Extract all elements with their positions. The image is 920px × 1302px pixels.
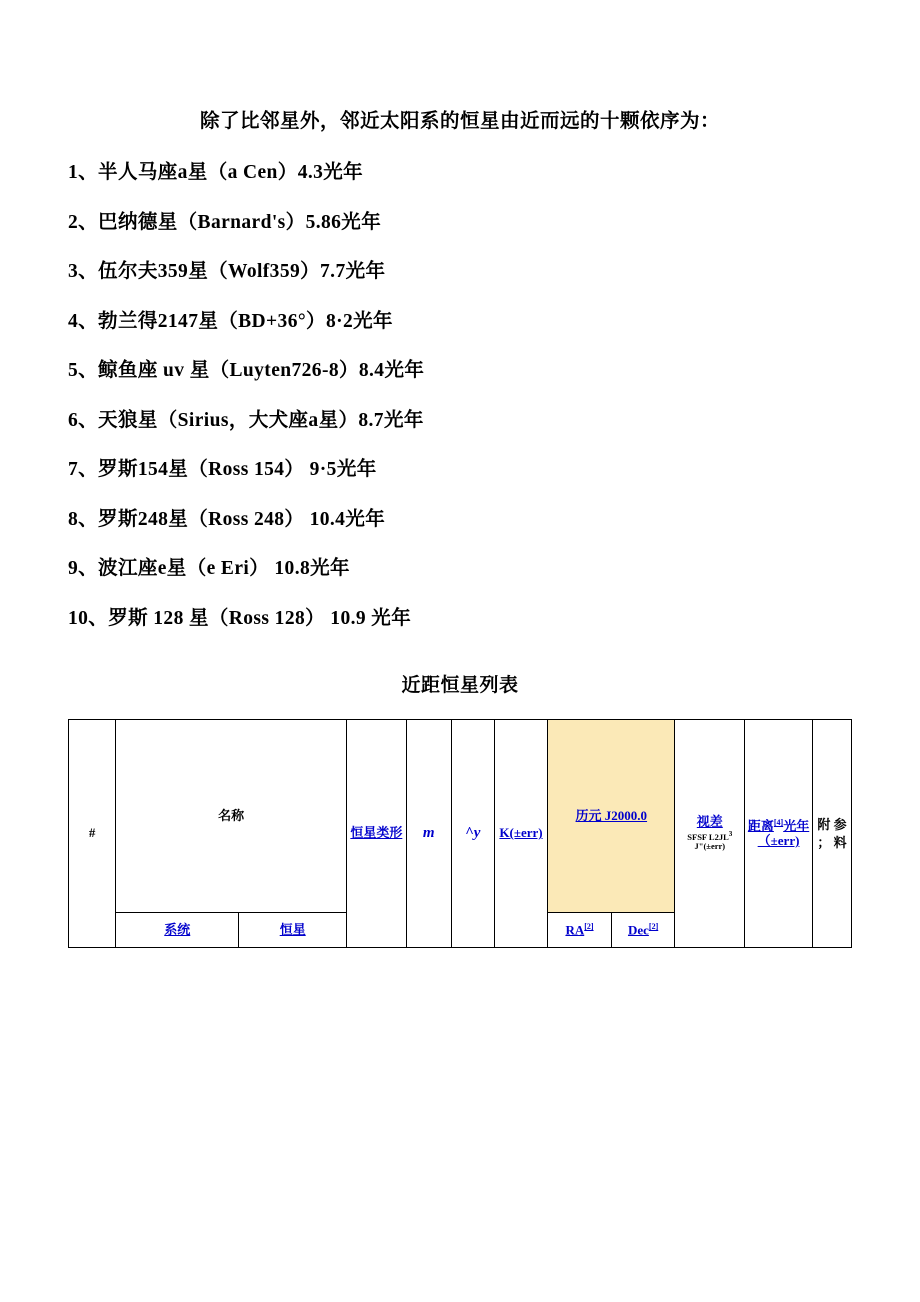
header-cell-system[interactable] xyxy=(116,913,239,948)
header-cell-note xyxy=(812,720,851,948)
header-dec-ref[interactable]: [2] xyxy=(648,921,659,931)
header-parallax-unit: J"(±err) xyxy=(694,841,726,852)
header-ra-ref[interactable]: [2] xyxy=(584,921,594,931)
header-cell-m[interactable] xyxy=(406,720,451,948)
header-dec-label[interactable]: Dec xyxy=(627,922,649,938)
header-cell-star[interactable] xyxy=(239,913,347,948)
header-y-label[interactable]: ^y xyxy=(465,824,481,841)
list-item: 7、罗斯154星（Ross 154） 9·5光年 xyxy=(68,459,377,480)
table-title: 近距恒星列表 xyxy=(401,675,519,696)
header-cell-distance[interactable] xyxy=(745,720,813,948)
header-epoch-label[interactable]: 历元 J2000.0 xyxy=(575,807,648,823)
header-cell-name xyxy=(116,720,347,913)
header-star-label[interactable]: 恒星 xyxy=(279,921,306,937)
header-cell-parallax[interactable] xyxy=(675,720,745,948)
header-parallax-sub-text: SFSF L2JL xyxy=(687,831,729,842)
header-parallax-sup: 3 xyxy=(728,829,733,838)
header-name-label: 名称 xyxy=(218,807,245,823)
list-item: 2、巴纳德星（Barnard's）5.86光年 xyxy=(68,211,382,233)
header-distance-label[interactable]: 距离 xyxy=(747,818,774,834)
header-cell-y[interactable] xyxy=(451,720,494,948)
header-distance-unit[interactable]: 光年 （±err) xyxy=(757,818,810,849)
header-distance-ref[interactable]: [4] xyxy=(773,817,784,827)
intro-paragraph: 除了比邻星外，邻近太阳系的恒星由近而远的十颗依序为： xyxy=(199,111,720,132)
header-startype-label[interactable]: 恒星类形 xyxy=(350,825,403,841)
list-item: 9、波江座e星（e Eri） 10.8光年 xyxy=(68,558,350,579)
list-item: 5、鲸鱼座 uv 星（Luyten726-8）8.4光年 xyxy=(68,360,425,381)
header-k-label[interactable]: K(±err) xyxy=(499,825,543,841)
list-item: 8、罗斯248星（Ross 248） 10.4光年 xyxy=(68,508,386,530)
nearby-stars-table xyxy=(68,719,852,948)
header-cell-startype[interactable] xyxy=(347,720,407,948)
header-note-label: 附 参 ； 料 xyxy=(817,816,847,850)
header-parallax-label[interactable]: 视差 xyxy=(696,813,723,829)
header-distance-group xyxy=(746,818,811,849)
header-system-label[interactable]: 系统 xyxy=(164,921,191,937)
list-item: 10、罗斯 128 星（Ross 128） 10.9 光年 xyxy=(68,607,412,629)
header-m-label[interactable]: m xyxy=(422,824,435,841)
header-ra-label[interactable]: RA xyxy=(565,922,585,938)
header-cell-k[interactable] xyxy=(494,720,547,948)
list-item: 6、天狼星（Sirius，大犬座a星）8.7光年 xyxy=(68,409,424,431)
list-item: 4、勃兰得2147星（BD+36°）8·2光年 xyxy=(68,310,393,332)
list-item: 1、半人马座a星（a Cen）4.3光年 xyxy=(68,162,364,183)
list-item: 3、伍尔夫359星（Wolf359）7.7光年 xyxy=(68,261,386,282)
table-header-row-1 xyxy=(69,720,852,913)
header-cell-epoch[interactable] xyxy=(548,720,675,913)
star-list xyxy=(68,163,852,628)
header-cell-ra[interactable] xyxy=(548,913,612,948)
header-cell-dec[interactable] xyxy=(611,913,675,948)
header-cell-number xyxy=(69,720,116,948)
header-number-label: # xyxy=(88,825,96,841)
